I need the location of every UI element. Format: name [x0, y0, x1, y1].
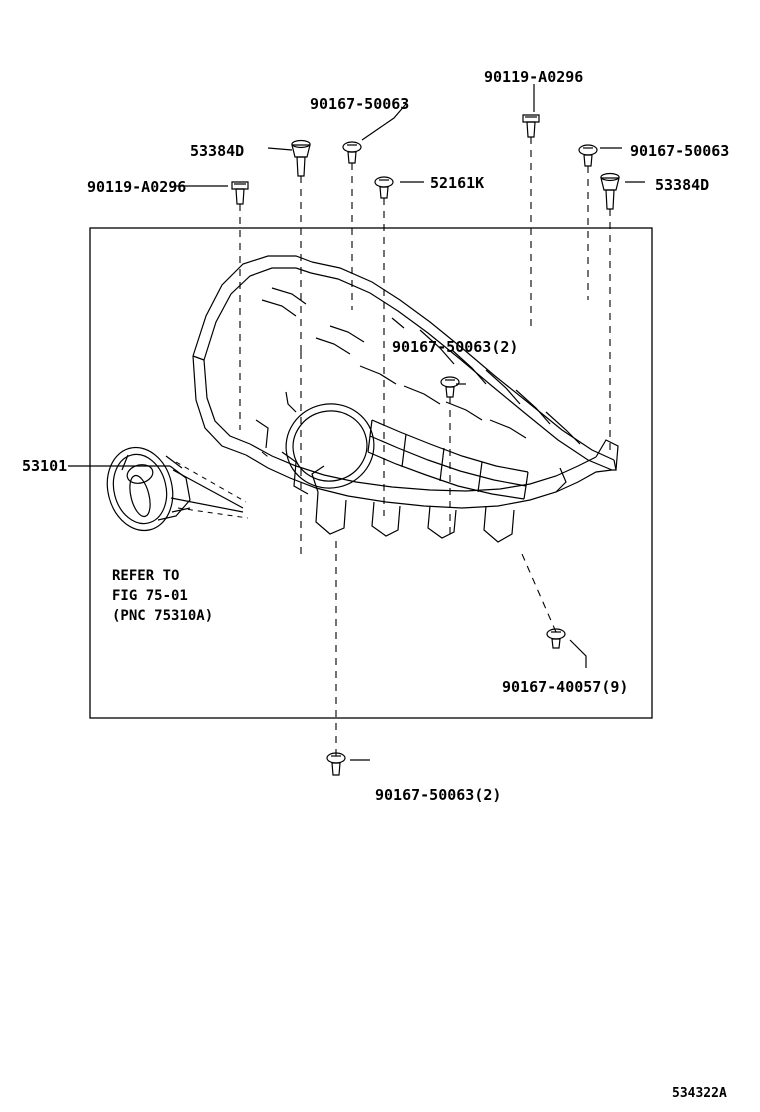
part-label-53384d-right: 53384D [655, 176, 710, 194]
part-label-53384d-left: 53384D [190, 142, 245, 160]
part-label-90119-a0296-top: 90119-A0296 [484, 68, 584, 86]
fastener-90167-40057 [547, 629, 565, 648]
fastener-90167-50063-right [579, 145, 597, 166]
part-label-90167-50063-top: 90167-50063 [310, 95, 410, 113]
fastener-90167-50063-bottom [327, 753, 345, 775]
fastener-53384d-right [601, 174, 619, 210]
part-label-53101: 53101 [22, 457, 68, 475]
fastener-53384d-left [292, 141, 310, 177]
fastener-90167-50063-mid [441, 377, 459, 397]
assembly-dashed-lines [240, 137, 610, 756]
emblem-link-lines [176, 462, 248, 518]
diagram-frame [90, 228, 652, 718]
fastener-52161k [375, 177, 393, 198]
toyota-emblem [99, 441, 190, 538]
refer-to-note-line2: FIG 75-01 [112, 588, 188, 604]
fastener-90119-a0296-left [232, 182, 248, 204]
fastener-90119-a0296-top [523, 115, 539, 137]
part-label-90167-50063-2-mid: 90167-50063(2) [392, 338, 519, 356]
part-label-90167-40057-9: 90167-40057(9) [502, 678, 629, 696]
fastener-90167-50063-top [343, 142, 361, 163]
refer-to-note-line1: REFER TO [112, 568, 180, 584]
grille-assembly-body [193, 256, 618, 542]
figure-code: 534322A [672, 1086, 727, 1101]
refer-to-note-line3: (PNC 75310A) [112, 608, 214, 624]
part-label-90167-50063-right: 90167-50063 [630, 142, 730, 160]
part-label-90119-a0296-left: 90119-A0296 [87, 178, 187, 196]
part-label-90167-50063-2-bot: 90167-50063(2) [375, 786, 502, 804]
part-label-52161k: 52161K [430, 174, 485, 192]
